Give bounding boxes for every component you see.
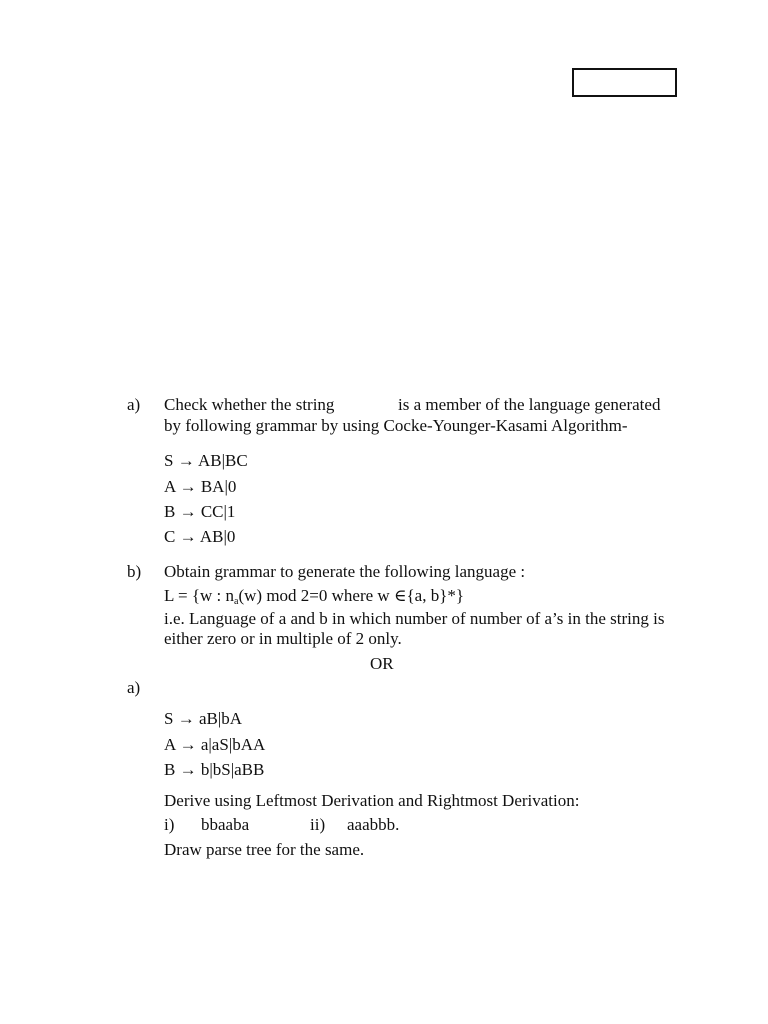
question-b-label: b) — [127, 562, 142, 581]
question-a2-label: a) — [127, 678, 141, 697]
grammar-rule: A → BA|0 — [164, 477, 237, 496]
language-definition — [164, 586, 464, 606]
question-a-line2: by following grammar by using Cocke-Younger-Kasami Algorithm- — [164, 416, 628, 435]
grammar-rule: B → CC|1 — [164, 502, 236, 521]
question-a-line1-post: is a member of the language generated — [398, 395, 661, 414]
question-b-line3: i.e. Language of a and b in which number of number of a’s in the string is — [164, 609, 665, 628]
question-a-label: a) — [127, 395, 141, 414]
item-1-value: bbaaba — [201, 815, 250, 834]
item-2-value: aaabbb. — [347, 815, 400, 834]
grammar-rule: C → AB|0 — [164, 527, 236, 546]
question-b-line1: Obtain grammar to generate the following language : — [164, 562, 526, 581]
derive-instruction: Derive using Leftmost Derivation and Rightmost Derivation: — [164, 791, 580, 810]
parse-tree-instruction: Draw parse tree for the same. — [164, 840, 365, 859]
language-post: (w) mod 2=0 where w ∈{a, b}*} — [238, 586, 465, 605]
corner-box — [572, 68, 677, 97]
item-1-label: i) — [164, 815, 175, 834]
grammar-rule: S → AB|BC — [164, 451, 248, 470]
or-separator: OR — [370, 654, 394, 673]
grammar-rule: B → b|bS|aBB — [164, 760, 265, 779]
language-pre: L = {w : n — [164, 586, 235, 605]
grammar-rule: S → aB|bA — [164, 709, 243, 728]
question-a-line1-pre: Check whether the string — [164, 395, 335, 414]
item-2-label: ii) — [310, 815, 326, 834]
language-subscript: a — [234, 596, 239, 607]
grammar-rule: A → a|aS|bAA — [164, 735, 266, 754]
question-b-line4: either zero or in multiple of 2 only. — [164, 629, 402, 648]
